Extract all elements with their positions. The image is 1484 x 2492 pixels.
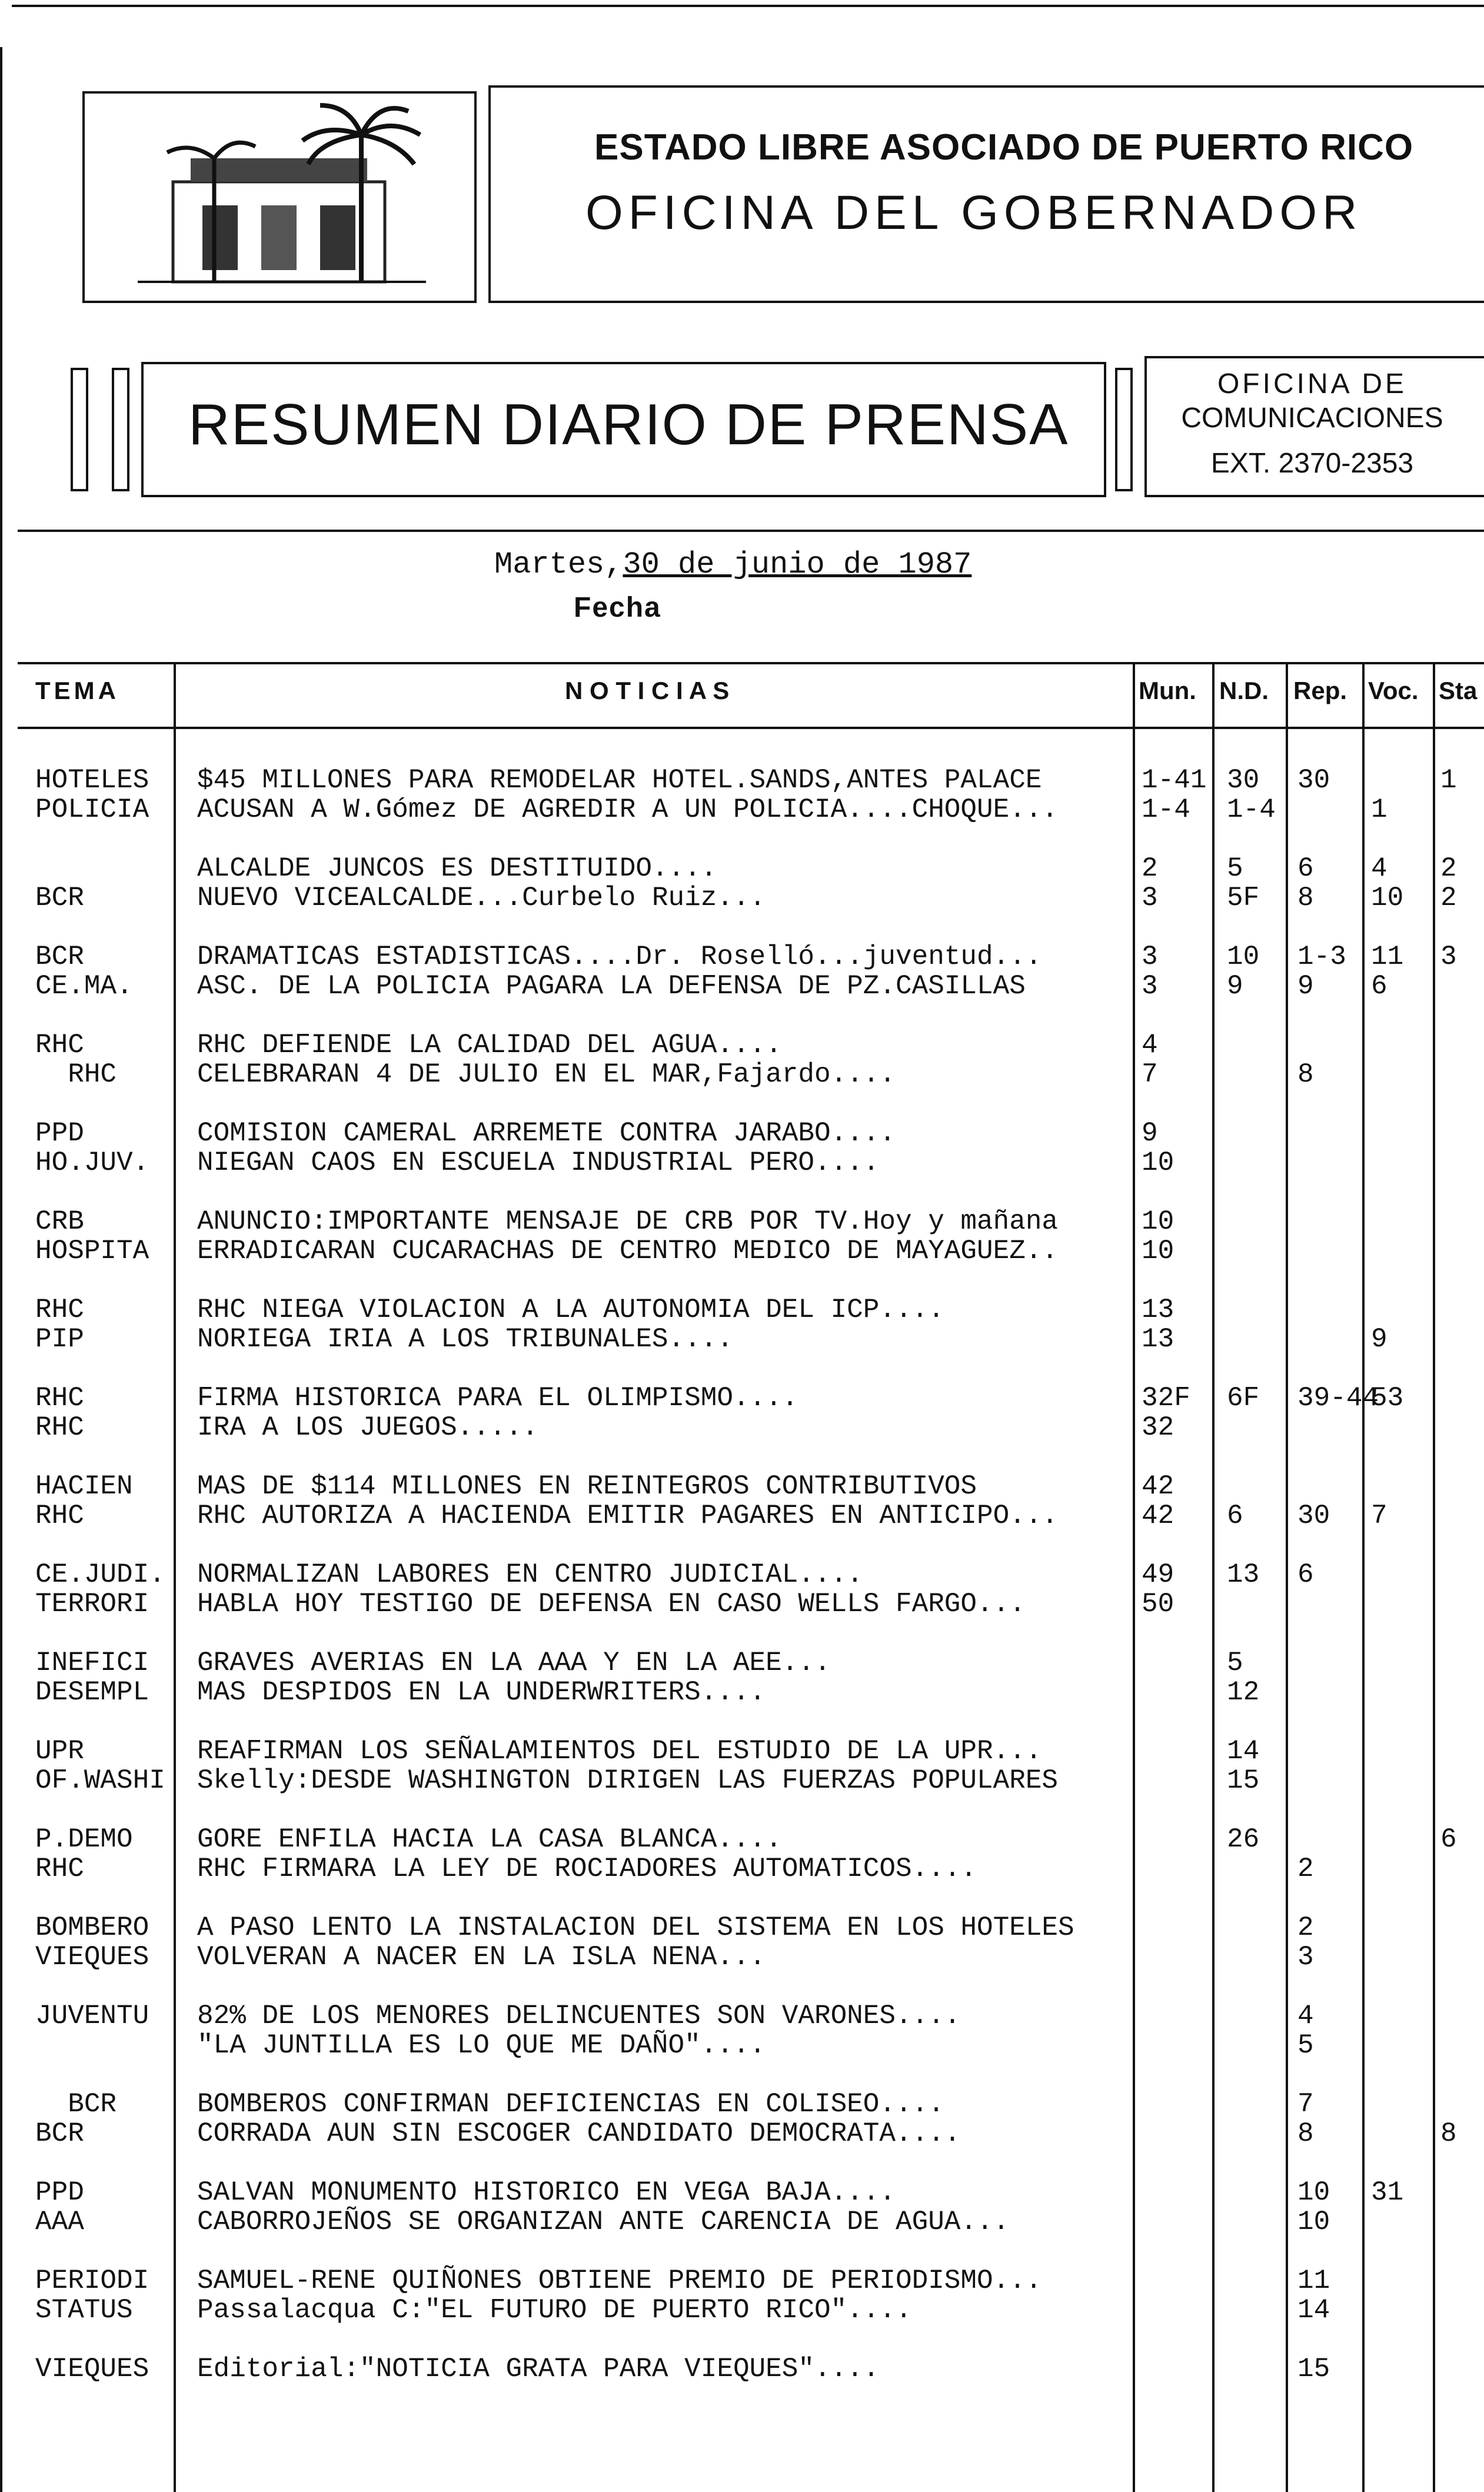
row-tema: HO.JUV. [35, 1147, 149, 1178]
row-mun: 3 [1142, 971, 1158, 1002]
table-header-rule [18, 727, 1484, 729]
row-voc: 10 [1371, 883, 1404, 913]
row-tema: VIEQUES [35, 1942, 149, 1972]
row-noticia: ALCALDE JUNCOS ES DESTITUIDO.... [197, 853, 717, 884]
row-rep: 5 [1297, 2030, 1314, 2061]
row-mun: 1-41 [1142, 765, 1207, 796]
fortaleza-building-icon [85, 94, 474, 301]
office-line1: OFICINA DE [1217, 368, 1408, 400]
row-mun: 2 [1142, 853, 1158, 884]
col-header-voc: Voc. [1368, 677, 1419, 704]
row-noticia: NUEVO VICEALCALDE...Curbelo Ruiz... [197, 883, 766, 913]
row-noticia: SAMUEL-RENE QUIÑONES OBTIENE PREMIO DE PERIODISMO... [197, 2265, 1042, 2296]
date-value: 30 de junio de 1987 [623, 547, 972, 582]
col-divider-mun [1133, 662, 1135, 2492]
row-tema: BCR [35, 941, 84, 972]
row-tema: RHC [35, 1412, 84, 1443]
row-rep: 3 [1297, 1942, 1314, 1972]
row-mun: 1-4 [1142, 794, 1190, 825]
row-nd: 26 [1227, 1824, 1260, 1855]
row-noticia: IRA A LOS JUEGOS..... [197, 1412, 538, 1443]
table-top-rule [18, 662, 1484, 664]
office-line2: COMUNICACIONES [1181, 402, 1443, 434]
col-header-nd: N.D. [1219, 677, 1269, 704]
row-noticia: MAS DE $114 MILLONES EN REINTEGROS CONTRIBUTIVOS [197, 1471, 977, 1502]
banner-title: RESUMEN DIARIO DE PRENSA [188, 392, 1069, 457]
row-tema: BCR [35, 2089, 117, 2120]
row-nd: 6F [1227, 1383, 1260, 1413]
row-noticia: "LA JUNTILLA ES LO QUE ME DAÑO".... [197, 2030, 766, 2061]
row-nd: 6 [1227, 1500, 1243, 1531]
row-tema: BCR [35, 883, 84, 913]
row-rep: 6 [1297, 853, 1314, 884]
row-rep: 1-3 [1297, 941, 1346, 972]
banner-bar-left-1 [71, 368, 88, 491]
row-voc: 9 [1371, 1324, 1387, 1355]
row-voc: 7 [1371, 1500, 1387, 1531]
col-header-sta: Sta [1439, 677, 1478, 704]
row-tema: DESEMPL [35, 1677, 149, 1708]
row-rep: 2 [1297, 1912, 1314, 1943]
row-tema: HACIEN [35, 1471, 133, 1502]
row-rep: 30 [1297, 765, 1330, 796]
date-label: Fecha [574, 592, 661, 623]
row-noticia: A PASO LENTO LA INSTALACION DEL SISTEMA EN LOS HOTELES [197, 1912, 1074, 1943]
row-nd: 30 [1227, 765, 1260, 796]
row-voc: 53 [1371, 1383, 1404, 1413]
row-mun: 49 [1142, 1559, 1174, 1590]
row-noticia: RHC NIEGA VIOLACION A LA AUTONOMIA DEL ICP.... [197, 1295, 944, 1325]
row-mun: 4 [1142, 1030, 1158, 1060]
row-rep: 2 [1297, 1854, 1314, 1884]
row-tema: BOMBERO [35, 1912, 149, 1943]
row-rep: 10 [1297, 2177, 1330, 2208]
row-tema: JUVENTU [35, 2001, 149, 2031]
office-line3: EXT. 2370-2353 [1210, 448, 1414, 479]
row-tema: RHC [35, 1383, 84, 1413]
row-mun: 3 [1142, 883, 1158, 913]
row-tema: INEFICI [35, 1648, 149, 1678]
row-noticia: MAS DESPIDOS EN LA UNDERWRITERS.... [197, 1677, 766, 1708]
row-mun: 10 [1142, 1236, 1174, 1266]
row-noticia: FIRMA HISTORICA PARA EL OLIMPISMO.... [197, 1383, 798, 1413]
row-noticia: 82% DE LOS MENORES DELINCUENTES SON VARONES.... [197, 2001, 961, 2031]
row-rep: 6 [1297, 1559, 1314, 1590]
row-tema: PERIODI [35, 2265, 149, 2296]
col-header-noticias: N O T I C I A S [565, 677, 730, 704]
row-mun: 7 [1142, 1059, 1158, 1090]
row-sta: 6 [1440, 1824, 1457, 1855]
row-nd: 5 [1227, 853, 1243, 884]
row-noticia: RHC DEFIENDE LA CALIDAD DEL AGUA.... [197, 1030, 782, 1060]
row-noticia: CELEBRARAN 4 DE JULIO EN EL MAR,Fajardo.... [197, 1059, 896, 1090]
row-rep: 15 [1297, 2354, 1330, 2384]
row-noticia: ERRADICARAN CUCARACHAS DE CENTRO MEDICO DE MAYAGUEZ.. [197, 1236, 1059, 1266]
col-divider-voc [1362, 662, 1365, 2492]
row-rep: 30 [1297, 1500, 1330, 1531]
row-voc: 4 [1371, 853, 1387, 884]
row-sta: 1 [1440, 765, 1457, 796]
row-nd: 10 [1227, 941, 1260, 972]
row-noticia: ACUSAN A W.Gómez DE AGREDIR A UN POLICIA....CHOQUE... [197, 794, 1059, 825]
row-rep: 8 [1297, 1059, 1314, 1090]
row-tema: RHC [35, 1500, 84, 1531]
header-line2: OFICINA DEL GOBERNADOR [585, 186, 1363, 239]
row-tema: PPD [35, 1118, 84, 1149]
row-mun: 50 [1142, 1589, 1174, 1619]
row-tema: RHC [35, 1854, 84, 1884]
row-noticia: NORIEGA IRIA A LOS TRIBUNALES.... [197, 1324, 733, 1355]
row-tema: CE.MA. [35, 971, 133, 1002]
row-tema: RHC [35, 1059, 117, 1090]
row-voc: 1 [1371, 794, 1387, 825]
row-noticia: DRAMATICAS ESTADISTICAS....Dr. Roselló...juventud... [197, 941, 1042, 972]
row-tema: VIEQUES [35, 2354, 149, 2384]
row-rep: 4 [1297, 2001, 1314, 2031]
row-rep: 8 [1297, 883, 1314, 913]
row-nd: 9 [1227, 971, 1243, 1002]
row-noticia: Editorial:"NOTICIA GRATA PARA VIEQUES".... [197, 2354, 880, 2384]
row-tema: AAA [35, 2207, 84, 2237]
row-noticia: CABORROJEÑOS SE ORGANIZAN ANTE CARENCIA DE AGUA... [197, 2207, 1010, 2237]
date-prefix: Martes, [494, 547, 623, 582]
row-noticia: RHC AUTORIZA A HACIENDA EMITIR PAGARES EN ANTICIPO... [197, 1500, 1059, 1531]
row-mun: 32 [1142, 1412, 1174, 1443]
row-mun: 32F [1142, 1383, 1190, 1413]
row-mun: 13 [1142, 1324, 1174, 1355]
row-tema: OF.WASHI [35, 1765, 165, 1796]
banner-bar-left-2 [112, 368, 129, 491]
row-nd: 14 [1227, 1736, 1260, 1766]
row-rep: 11 [1297, 2265, 1330, 2296]
row-rep: 8 [1297, 2118, 1314, 2149]
row-noticia: NIEGAN CAOS EN ESCUELA INDUSTRIAL PERO.... [197, 1147, 880, 1178]
row-noticia: Passalacqua C:"EL FUTURO DE PUERTO RICO".... [197, 2295, 912, 2325]
row-mun: 42 [1142, 1471, 1174, 1502]
left-margin-rule [0, 47, 2, 2492]
row-noticia: GORE ENFILA HACIA LA CASA BLANCA.... [197, 1824, 782, 1855]
header-line1: ESTADO LIBRE ASOCIADO DE PUERTO RICO [594, 127, 1414, 168]
top-rule [12, 5, 1484, 7]
row-noticia: COMISION CAMERAL ARREMETE CONTRA JARABO.... [197, 1118, 896, 1149]
row-rep: 9 [1297, 971, 1314, 1002]
row-mun: 42 [1142, 1500, 1174, 1531]
row-mun: 9 [1142, 1118, 1158, 1149]
row-voc: 11 [1371, 941, 1404, 972]
row-noticia: SALVAN MONUMENTO HISTORICO EN VEGA BAJA.... [197, 2177, 896, 2208]
header-rule [18, 530, 1484, 532]
row-sta: 2 [1440, 853, 1457, 884]
row-mun: 3 [1142, 941, 1158, 972]
col-header-rep: Rep. [1293, 677, 1347, 704]
row-tema: RHC [35, 1295, 84, 1325]
row-noticia: Skelly:DESDE WASHINGTON DIRIGEN LAS FUERZAS POPULARES [197, 1765, 1059, 1796]
row-sta: 8 [1440, 2118, 1457, 2149]
row-mun: 10 [1142, 1147, 1174, 1178]
row-rep: 14 [1297, 2295, 1330, 2325]
row-noticia: RHC FIRMARA LA LEY DE ROCIADORES AUTOMATICOS.... [197, 1854, 977, 1884]
row-nd: 15 [1227, 1765, 1260, 1796]
row-noticia: HABLA HOY TESTIGO DE DEFENSA EN CASO WELLS FARGO... [197, 1589, 1026, 1619]
col-divider-nd [1212, 662, 1215, 2492]
row-tema: RHC [35, 1030, 84, 1060]
row-tema: BCR [35, 2118, 84, 2149]
row-rep: 39-44 [1297, 1383, 1379, 1413]
row-noticia: BOMBEROS CONFIRMAN DEFICIENCIAS EN COLISEO.... [197, 2089, 944, 2120]
row-nd: 13 [1227, 1559, 1260, 1590]
building-illustration-box [82, 91, 477, 303]
row-voc: 31 [1371, 2177, 1404, 2208]
row-sta: 3 [1440, 941, 1457, 972]
row-nd: 1-4 [1227, 794, 1276, 825]
col-divider-sta [1433, 662, 1435, 2492]
row-nd: 5 [1227, 1648, 1243, 1678]
row-tema: TERRORI [35, 1589, 149, 1619]
row-tema: POLICIA [35, 794, 149, 825]
row-noticia: ANUNCIO:IMPORTANTE MENSAJE DE CRB POR TV.Hoy y mañana [197, 1206, 1059, 1237]
row-noticia: REAFIRMAN LOS SEÑALAMIENTOS DEL ESTUDIO DE LA UPR... [197, 1736, 1042, 1766]
banner-bar-right [1115, 368, 1133, 491]
row-nd: 12 [1227, 1677, 1260, 1708]
row-nd: 5F [1227, 883, 1260, 913]
col-header-mun: Mun. [1139, 677, 1196, 704]
col-divider-rep [1286, 662, 1288, 2492]
row-noticia: VOLVERAN A NACER EN LA ISLA NENA... [197, 1942, 766, 1972]
row-sta: 2 [1440, 883, 1457, 913]
row-noticia: GRAVES AVERIAS EN LA AAA Y EN LA AEE... [197, 1648, 831, 1678]
row-mun: 10 [1142, 1206, 1174, 1237]
row-tema: P.DEMO [35, 1824, 133, 1855]
row-noticia: ASC. DE LA POLICIA PAGARA LA DEFENSA DE PZ.CASILLAS [197, 971, 1026, 1002]
row-tema: PPD [35, 2177, 84, 2208]
col-header-tema: TEMA [35, 677, 119, 704]
row-tema: HOSPITA [35, 1236, 149, 1266]
row-noticia: $45 MILLONES PARA REMODELAR HOTEL.SANDS,ANTES PALACE [197, 765, 1042, 796]
date-line [494, 547, 971, 582]
row-noticia: CORRADA AUN SIN ESCOGER CANDIDATO DEMOCRATA.... [197, 2118, 961, 2149]
row-noticia: NORMALIZAN LABORES EN CENTRO JUDICIAL.... [197, 1559, 863, 1590]
col-divider-tema [174, 662, 176, 2492]
row-tema: UPR [35, 1736, 84, 1766]
row-tema: CRB [35, 1206, 84, 1237]
row-tema: HOTELES [35, 765, 149, 796]
row-tema: CE.JUDI. [35, 1559, 165, 1590]
row-rep: 10 [1297, 2207, 1330, 2237]
row-mun: 13 [1142, 1295, 1174, 1325]
row-tema: PIP [35, 1324, 84, 1355]
row-rep: 7 [1297, 2089, 1314, 2120]
row-voc: 6 [1371, 971, 1387, 1002]
row-tema: STATUS [35, 2295, 133, 2325]
